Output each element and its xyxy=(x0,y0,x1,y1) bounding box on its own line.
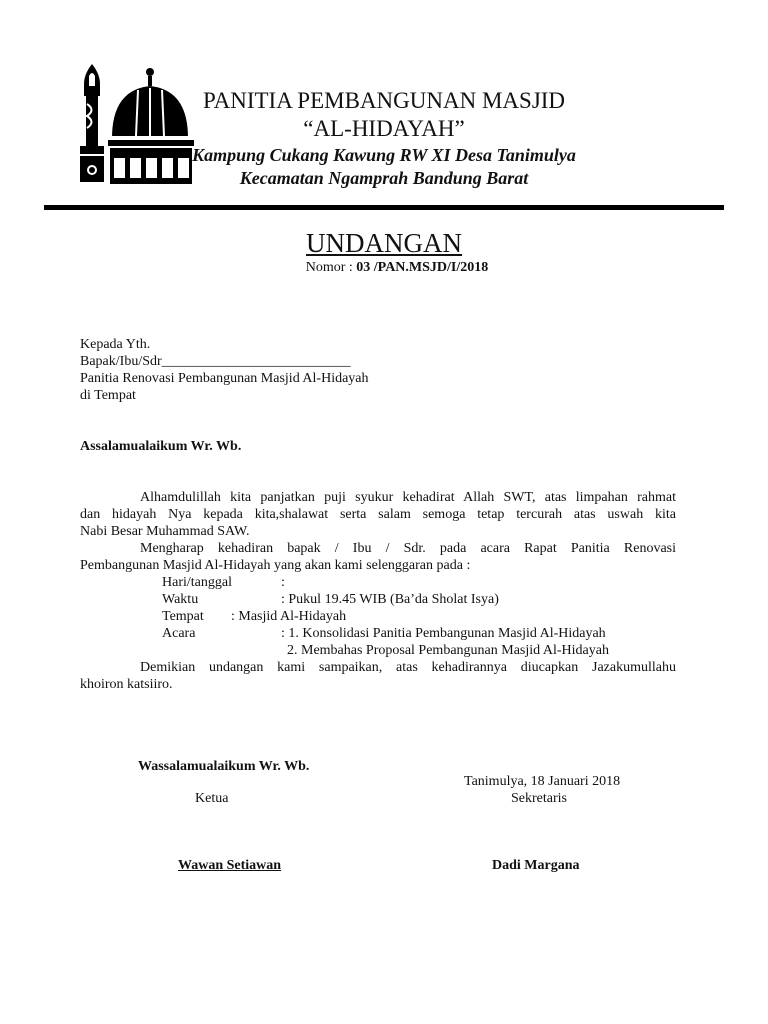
body-line: Nabi Besar Muhammad SAW. xyxy=(80,524,250,539)
header-divider xyxy=(44,205,724,210)
recipient-line: Bapak/Ibu/Sdr___________________________ xyxy=(80,354,351,369)
place-value: : Masjid Al-Hidayah xyxy=(231,609,347,624)
agenda-item-2: 2. Membahas Proposal Pembangunan Masjid Al-Hidayah xyxy=(287,643,609,658)
day-value: : xyxy=(281,575,285,590)
recipient-line: Kepada Yth. xyxy=(80,337,151,352)
number-value: 03 /PAN.MSJD/I/2018 xyxy=(356,260,489,275)
closing-line: Demikian undangan kami sampaikan, atas kehadirannya diucapkan Jazakumullahu xyxy=(140,660,676,675)
address-line-2: Kecamatan Ngamprah Bandung Barat xyxy=(239,168,529,188)
org-name: PANITIA PEMBANGUNAN MASJID xyxy=(202,88,566,113)
farewell: Wassalamualaikum Wr. Wb. xyxy=(138,759,310,774)
place-label: Tempat xyxy=(162,609,204,624)
secretary-role: Sekretaris xyxy=(511,791,567,806)
body-line: Alhamdulillah kita panjatkan puji syukur kehadirat Allah SWT, atas limpahan rahmat xyxy=(140,490,676,505)
place-date: Tanimulya, 18 Januari 2018 xyxy=(464,774,621,789)
mosque-name: “AL-HIDAYAH” xyxy=(303,116,465,141)
body-line: Mengharap kehadiran bapak / Ibu / Sdr. pada acara Rapat Panitia Renovasi xyxy=(140,541,676,556)
chair-role: Ketua xyxy=(195,791,229,806)
number-label: Nomor : xyxy=(305,260,357,275)
body-line: dan hidayah Nya kepada kita,shalawat serta salam semoga tetap tercurah atas uswah kita xyxy=(80,507,676,522)
closing-line: khoiron katsiiro. xyxy=(80,677,173,692)
agenda-item-1: : 1. Konsolidasi Panitia Pembangunan Masjid Al-Hidayah xyxy=(281,626,606,641)
recipient-line: di Tempat xyxy=(80,388,136,403)
time-value: : Pukul 19.45 WIB (Ba’da Sholat Isya) xyxy=(281,592,499,607)
address-line-1: Kampung Cukang Kawung RW XI Desa Tanimulya xyxy=(192,145,576,165)
secretary-name: Dadi Margana xyxy=(492,858,580,873)
greeting: Assalamualaikum Wr. Wb. xyxy=(80,439,242,454)
day-label: Hari/tanggal xyxy=(162,575,232,590)
body-line: Pembangunan Masjid Al-Hidayah yang akan kami selenggaran pada : xyxy=(80,558,471,573)
letter-title: UNDANGAN xyxy=(306,228,462,258)
chair-name: Wawan Setiawan xyxy=(178,858,282,873)
recipient-line: Panitia Renovasi Pembangunan Masjid Al-Hidayah xyxy=(80,371,369,386)
letter-number xyxy=(0,259,768,276)
agenda-label: Acara xyxy=(162,626,196,641)
time-label: Waktu xyxy=(162,592,199,607)
